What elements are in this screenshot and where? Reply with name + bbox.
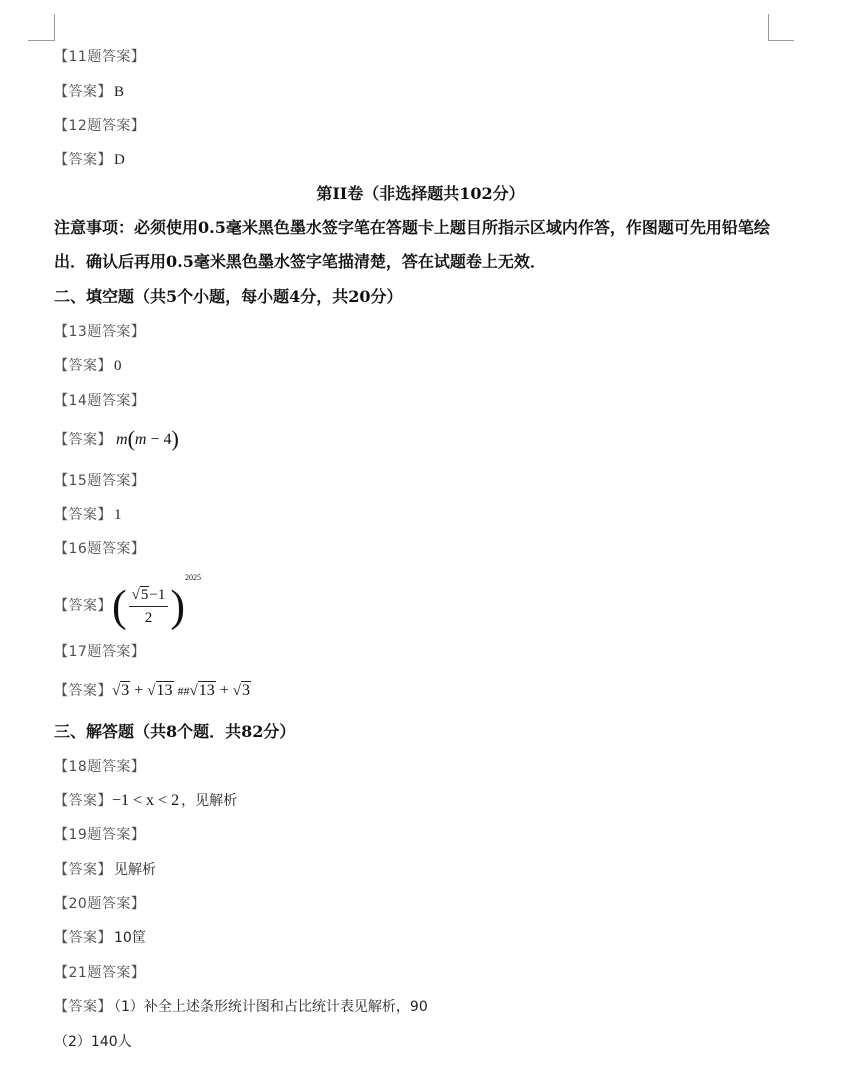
q18-tag-line — [54, 756, 145, 777]
q15-tag-line — [54, 470, 145, 491]
q21-part2-line — [54, 1031, 132, 1052]
q14-var-m: m — [116, 431, 128, 448]
q18-tag: 【18题答案】 — [54, 759, 146, 775]
q16-num-rest: −1 — [149, 586, 166, 603]
q13-answer: 0 — [114, 358, 122, 374]
q20-answer-line — [54, 927, 146, 948]
q16-sqrt-sign: √ — [131, 586, 140, 603]
q15-answer: 1 — [114, 507, 122, 523]
q13-answer-line — [54, 355, 122, 376]
q12-answer: D — [114, 152, 125, 168]
q16-formula — [112, 573, 202, 631]
q20-tag-line — [54, 893, 145, 914]
q14-tag-line — [54, 390, 145, 411]
q17-separator: ## — [177, 684, 190, 698]
q17-sqrt-3: √ — [189, 683, 198, 699]
q16-denominator: 2 — [144, 609, 153, 626]
q19-answer-line — [54, 859, 156, 880]
crop-mark-left-horizontal — [28, 40, 55, 41]
q18-answer-line — [54, 790, 237, 811]
q18-answer-rest: ，见解析 — [181, 793, 238, 809]
q19-tag-line — [54, 824, 145, 845]
q14-paren-open: ( — [127, 426, 135, 451]
q14-tag: 【14题答案】 — [54, 393, 146, 409]
answer-prefix: 【答案】 — [54, 507, 112, 523]
q14-answer-line — [54, 426, 179, 451]
answer-prefix: 【答案】 — [54, 683, 112, 699]
q16-paren-close: ) — [170, 581, 186, 631]
q16-tag: 【16题答案】 — [54, 541, 146, 557]
q18-formula: −1 < x < 2 — [112, 792, 180, 809]
q17-radicand-3: 13 — [198, 682, 215, 699]
q17-radicand-2: 13 — [156, 682, 173, 699]
crop-mark-right-vertical — [768, 14, 769, 40]
crop-mark-right-horizontal — [768, 40, 794, 41]
q17-plus-1: + — [134, 682, 144, 699]
q21-answer-part1: （1）补全上述条形统计图和占比统计表见解析，90 — [114, 999, 428, 1015]
q14-four: 4 — [163, 431, 172, 448]
q11-tag: 【11题答案】 — [54, 49, 146, 65]
q17-tag: 【17题答案】 — [54, 644, 146, 660]
solve-section-title: 三、解答题（共8个题．共82分） — [54, 722, 296, 741]
q17-sqrt-2: √ — [147, 683, 156, 699]
q13-tag: 【13题答案】 — [54, 324, 146, 340]
q15-answer-line — [54, 504, 122, 525]
q17-plus-2: + — [219, 682, 229, 699]
q15-tag: 【15题答案】 — [54, 473, 146, 489]
crop-mark-left-vertical — [54, 14, 55, 40]
q11-answer-line — [54, 81, 124, 102]
q12-answer-line — [54, 149, 125, 170]
q17-formula — [112, 682, 251, 699]
q16-tag-line — [54, 538, 145, 559]
q14-minus: − — [150, 431, 160, 448]
q14-var-m2: m — [134, 431, 147, 448]
answer-prefix: 【答案】 — [54, 432, 112, 448]
answer-prefix: 【答案】 — [54, 152, 112, 168]
notice-text: 注意事项：必须使用0.5毫米黑色墨水签字笔在答题卡上题目所指示区域内作答，作图题可先用铅笔绘出．确认后再用0.5毫米黑色墨水签字笔描清楚，答在试题卷上无效． — [54, 218, 770, 271]
section2-title: 第II卷（非选择题共102分） — [316, 184, 525, 203]
q21-tag-line — [54, 962, 145, 983]
q17-sqrt-1: √ — [112, 683, 121, 699]
q12-tag-line — [54, 115, 145, 136]
q21-tag: 【21题答案】 — [54, 965, 146, 981]
q17-sqrt-4: √ — [232, 683, 241, 699]
answer-prefix: 【答案】 — [54, 930, 112, 946]
q20-tag: 【20题答案】 — [54, 896, 146, 912]
answer-prefix: 【答案】 — [54, 862, 112, 878]
answer-prefix: 【答案】 — [54, 999, 112, 1015]
answer-prefix: 【答案】 — [54, 793, 112, 809]
fill-section-title: 二、填空题（共5个小题，每小题4分，共20分） — [54, 287, 403, 306]
q17-tag-line — [54, 641, 145, 662]
q11-tag-line — [54, 46, 145, 67]
q21-answer-part2: （2）140人 — [54, 1034, 132, 1050]
answer-prefix: 【答案】 — [54, 358, 112, 374]
q13-tag-line — [54, 321, 145, 342]
answer-prefix: 【答案】 — [54, 598, 112, 614]
q16-radicand: 5 — [140, 586, 149, 603]
answer-prefix: 【答案】 — [54, 84, 112, 100]
q11-answer: B — [114, 84, 125, 100]
q19-answer: 见解析 — [114, 862, 156, 878]
q17-radicand-4: 3 — [242, 682, 250, 699]
q17-radicand-1: 3 — [121, 682, 130, 699]
q12-tag: 【12题答案】 — [54, 118, 146, 134]
q19-tag: 【19题答案】 — [54, 827, 146, 843]
q14-formula — [112, 426, 179, 451]
q14-paren-close: ) — [171, 426, 179, 451]
q16-numerator — [129, 585, 169, 607]
q21-answer-line — [54, 996, 428, 1017]
q16-exponent: 2025 — [185, 573, 202, 582]
q16-answer-line — [54, 568, 201, 632]
q17-answer-line — [54, 680, 251, 701]
q16-fraction — [129, 585, 169, 628]
q20-answer: 10筐 — [114, 930, 146, 946]
q16-paren-open: ( — [112, 581, 127, 631]
